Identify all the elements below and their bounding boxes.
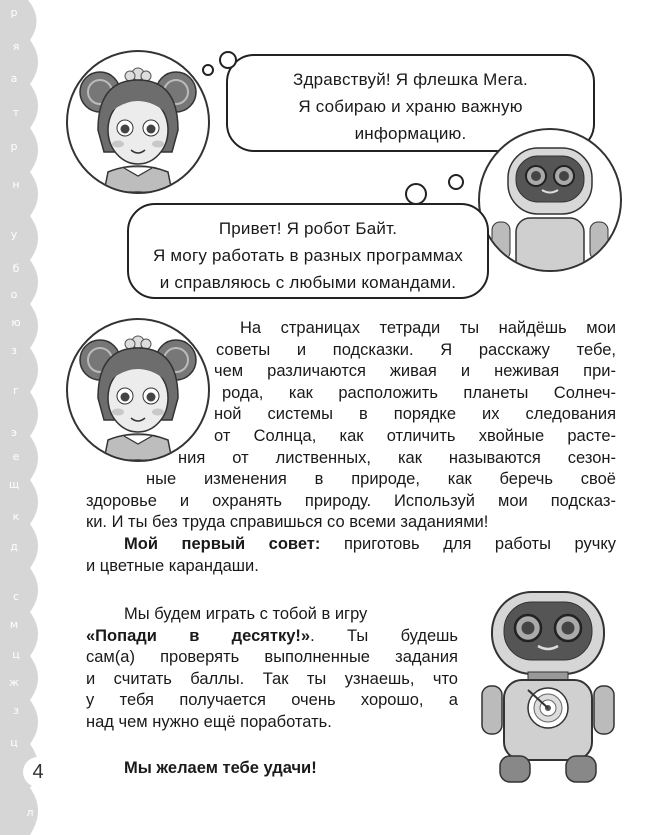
page-number: 4 (23, 757, 53, 787)
mega-avatar-top (66, 50, 210, 194)
speech-bubble-bait: Привет! Я робот Байт. Я могу работать в разных программах и справляюсь с любыми командами. (127, 203, 489, 299)
game-paragraph: Мы будем играть с тобой в игру «Попади в десятку!». Ты будешь сам(а) проверять выполненные задания и считать баллы. Так ты узнаешь, что у тебя получается очень хорошо, а над чем нужно ещё поработать. (86, 605, 458, 731)
thought-dots-mega (200, 48, 260, 78)
game-title: «Попади в десятку!» (86, 626, 311, 645)
advice-label: Мой первый совет: (124, 535, 321, 553)
thought-dots-bait (398, 170, 488, 206)
speech-bubble-mega: Здравствуй! Я флешка Мега. Я собираю и храню важную информацию. (226, 54, 595, 152)
closing-wish: Мы желаем тебе удачи! (124, 759, 317, 777)
robot-icon (480, 130, 620, 270)
bait-avatar-top (478, 128, 622, 272)
first-advice: Мой первый совет: приготовь для работы ручку и цветные карандаши. (86, 535, 617, 575)
girl-icon (68, 52, 208, 192)
intro-paragraph: На страницах тетради ты найдёшь мои советы и подсказки. Я расскажу тебе, чем различаются живая и неживая при- рода, как расположить планеты Солнеч- ной системы в порядке их следования от Солнца, как отличить хвойные расте- ния от лиственных, как называются сезон- ные изменения в природе, как беречь своё здоровье и охранять природу. Используй мои подсказ- ки. И ты без труда справишься со всеми заданиями! (86, 319, 616, 532)
robot-figure (478, 586, 618, 786)
